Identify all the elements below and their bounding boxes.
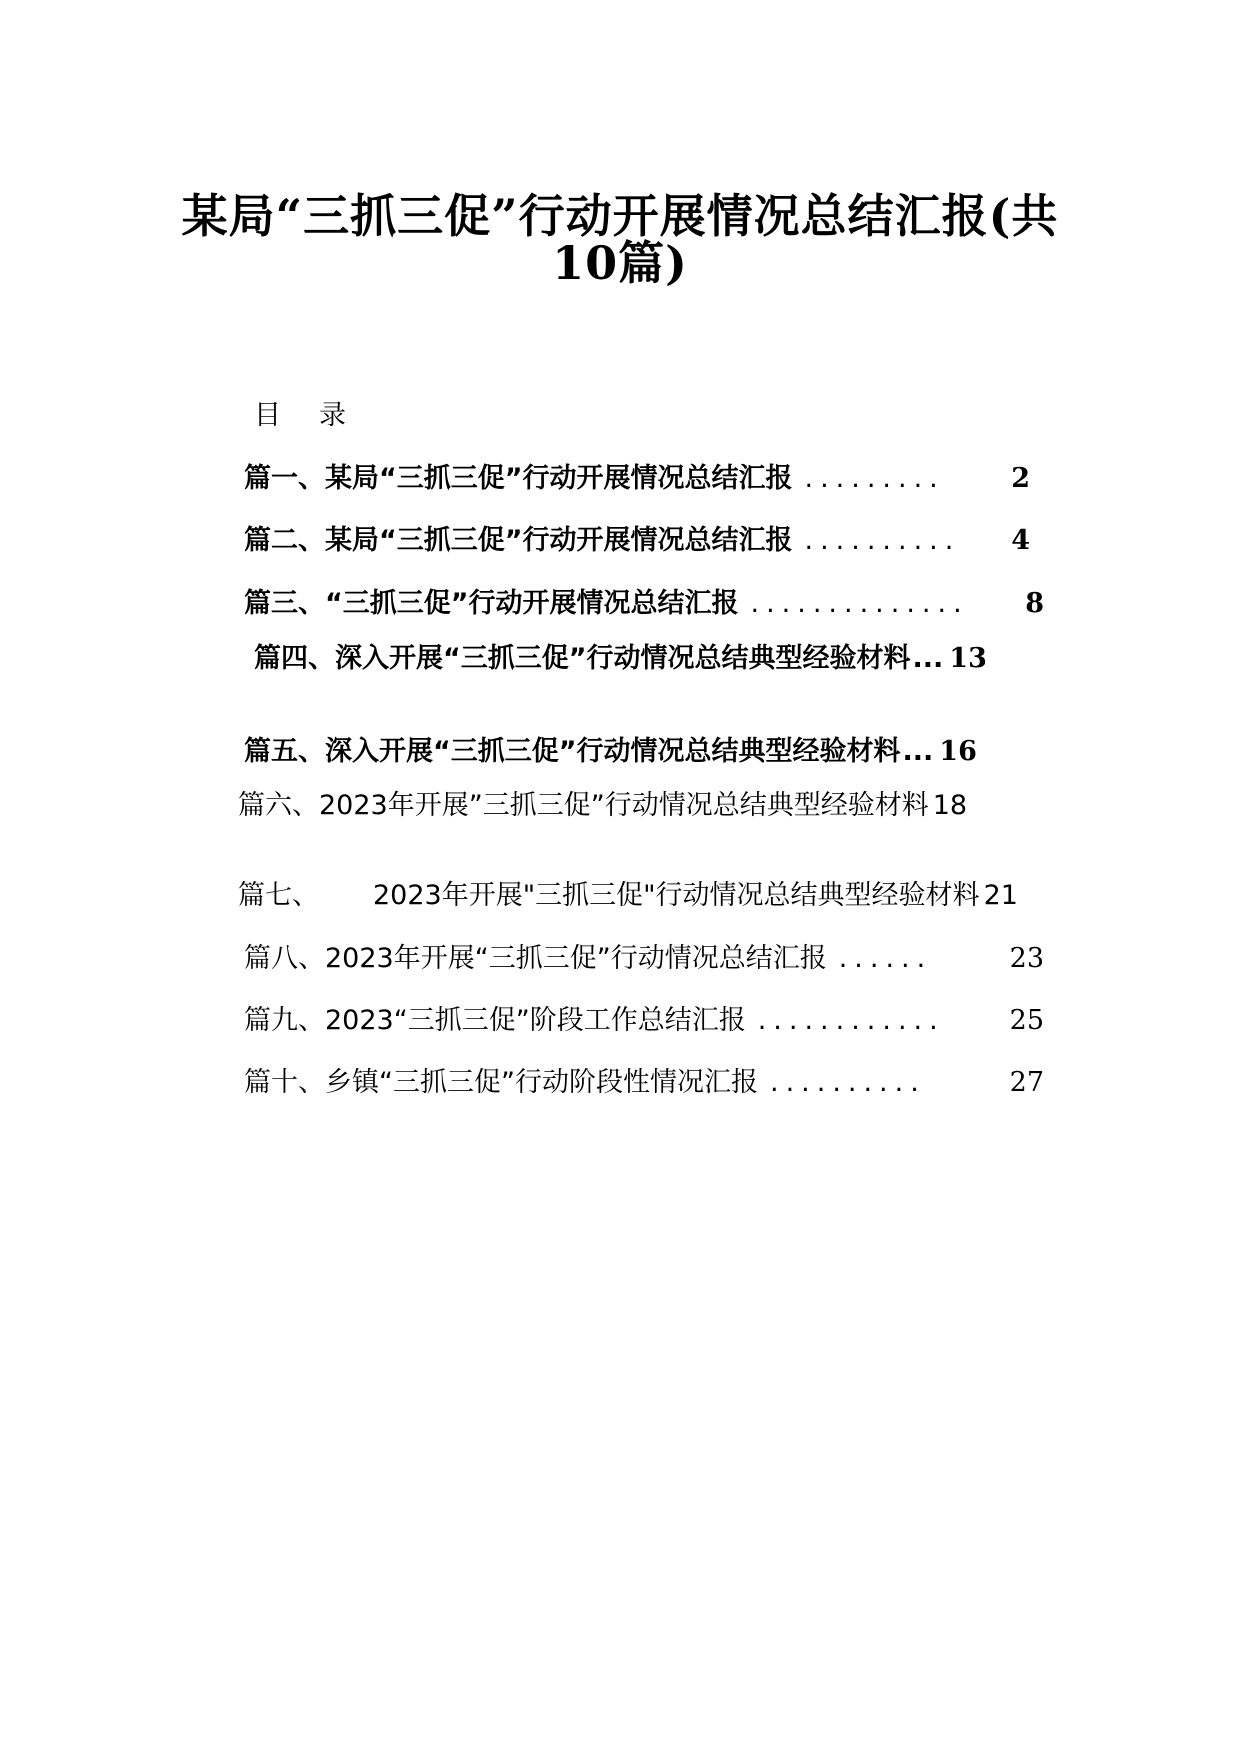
toc-dot-leader: .......... (769, 1067, 926, 1098)
toc-entry-label: 篇八、2023年开展“三抓三促”行动情况总结汇报 (244, 943, 827, 974)
toc-entry-label: 篇六、2023年开展”三抓三促”行动情况总结典型经验材料 (238, 790, 929, 821)
toc-page-number: 21 (983, 880, 1018, 911)
toc-dot-leader: .......... (804, 525, 961, 556)
toc-page-number: 2 (1011, 463, 1030, 494)
toc-page-number: 4 (1011, 525, 1030, 556)
document-title-line-1: 某局“三抓三促”行动开展情况总结汇报(共 (181, 189, 1059, 243)
toc-entry-label: 2023年开展"三抓三促"行动情况总结典型经验材料 (373, 880, 980, 911)
toc-page-number: 16 (939, 736, 977, 767)
toc-entry-label: 篇十、乡镇“三抓三促”行动阶段性情况汇报 (244, 1067, 758, 1098)
toc-dot-leader: ...... (838, 943, 933, 974)
toc-entry-4[interactable] (254, 640, 1054, 678)
toc-dot-leader: ... (912, 643, 944, 674)
toc-entry-6[interactable] (238, 787, 1050, 825)
toc-page-number: 13 (949, 643, 987, 674)
toc-entry-label: 篇一、某局“三抓三促”行动开展情况总结汇报 (244, 463, 793, 494)
toc-page-number: 23 (1009, 943, 1044, 974)
toc-page-number: 25 (1009, 1005, 1044, 1036)
toc-entry-1[interactable] (244, 460, 1030, 498)
toc-entry-prefix: 篇七、 (238, 880, 319, 911)
toc-entry-3[interactable] (244, 585, 1044, 623)
toc-page-number: 8 (1025, 588, 1044, 619)
toc-entry-label: 篇九、2023“三抓三促”阶段工作总结汇报 (244, 1005, 746, 1036)
toc-entry-9[interactable] (244, 1002, 1044, 1040)
toc-dot-leader: ......... (804, 463, 945, 494)
toc-page-number: 18 (932, 790, 968, 821)
toc-heading: 目录 (254, 400, 384, 431)
toc-entry-5[interactable] (244, 733, 1044, 771)
toc-dot-leader: ............ (757, 1005, 945, 1036)
toc-entry-2[interactable] (244, 522, 1030, 560)
toc-entry-10[interactable] (244, 1064, 1044, 1102)
toc-dot-leader: ... (902, 736, 934, 767)
toc-page-number: 27 (1009, 1067, 1044, 1098)
toc-entry-label: 篇四、深入开展“三抓三促”行动情况总结典型经验材料 (254, 643, 911, 674)
toc-entry-label: 篇二、某局“三抓三促”行动开展情况总结汇报 (244, 525, 793, 556)
toc-entry-label: 篇三、“三抓三促”行动开展情况总结汇报 (244, 588, 739, 619)
toc-entry-label: 篇五、深入开展“三抓三促”行动情况总结典型经验材料 (244, 736, 901, 767)
toc-entry-8[interactable] (244, 940, 1044, 978)
toc-dot-leader: .............. (750, 588, 969, 619)
document-title-line-2: 10篇) (552, 236, 688, 290)
toc-entry-7[interactable] (238, 877, 1050, 915)
